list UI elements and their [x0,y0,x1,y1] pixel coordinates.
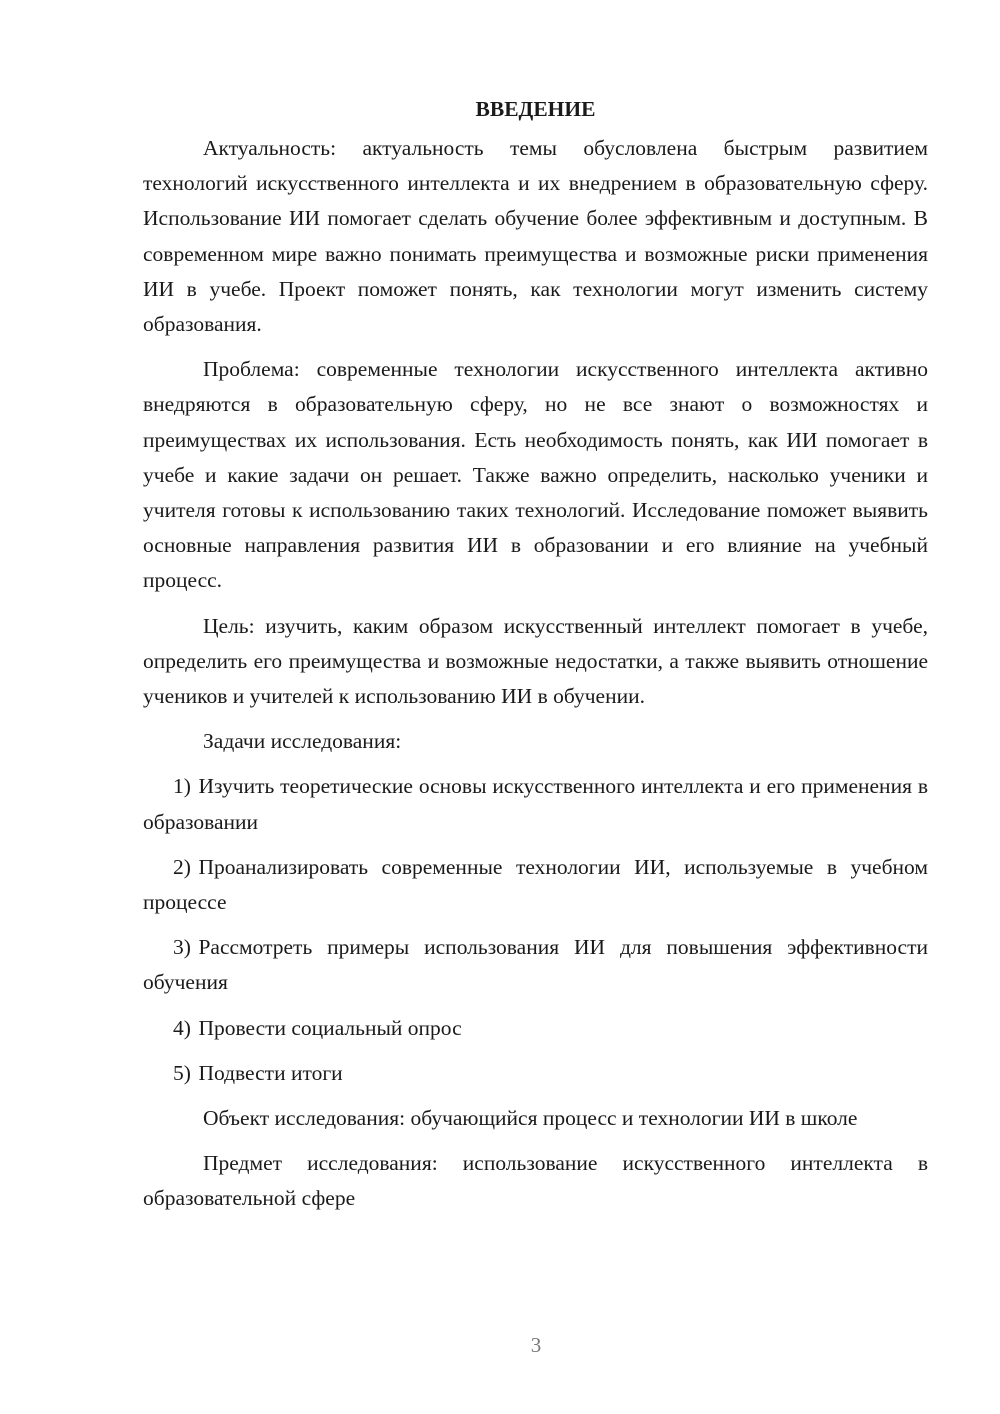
task-number: 5) [173,1060,191,1085]
task-text: Рассмотреть примеры использования ИИ для повышения эффективности обучения [143,935,928,995]
subject-paragraph: Предмет исследования: использование искусственного интеллекта в образовательной сфере [143,1151,928,1211]
object-paragraph: Объект исследования: обучающийся процесс и технологии ИИ в школе [203,1106,858,1131]
section-title: ВВЕДЕНИЕ [475,97,596,121]
problem-paragraph: Проблема: современные технологии искусственного интеллекта активно внедряются в образовательную сферу, но не все знают о возможностях и преимуществах их использования. Есть необходимость понять, как ИИ помогает в учебе и какие задачи он решает. Также важно определить, насколько ученики и учителя готовы к использованию таких технологий. Исследование поможет выявить основные направления развития ИИ в образовании и его влияние на учебный процесс. [143,357,928,593]
document-page [143,92,928,1227]
tasks-heading: Задачи исследования: [203,729,402,754]
task-number: 3) [173,935,191,960]
task-number: 2) [173,854,191,879]
goal-paragraph: Цель: изучить, каким образом искусственный интеллект помогает в учебе, определить его преимущества и возможные недостатки, а также выявить отношение учеников и учителей к использованию ИИ в обучении. [143,613,928,709]
task-item [143,1056,928,1091]
task-text: Подвести итоги [198,1060,343,1085]
task-number: 4) [173,1015,191,1040]
task-item [143,850,928,920]
task-text: Провести социальный опрос [198,1015,462,1040]
task-item [143,930,928,1000]
task-item [143,1011,928,1046]
task-text: Изучить теоретические основы искусственного интеллекта и его применения в образовании [143,774,928,834]
page-number: 3 [530,1333,542,1357]
relevance-paragraph: Актуальность: актуальность темы обусловлена быстрым развитием технологий искусственного интеллекта и их внедрением в образовательную сферу. Использование ИИ помогает сделать обучение более эффективным и доступным. В современном мире важно понимать преимущества и возможные риски применения ИИ в учебе. Проект поможет понять, как технологии могут изменить систему образования. [143,136,928,337]
task-item [143,769,928,839]
task-text: Проанализировать современные технологии ИИ, используемые в учебном процессе [143,854,928,915]
task-number: 1) [173,774,191,799]
